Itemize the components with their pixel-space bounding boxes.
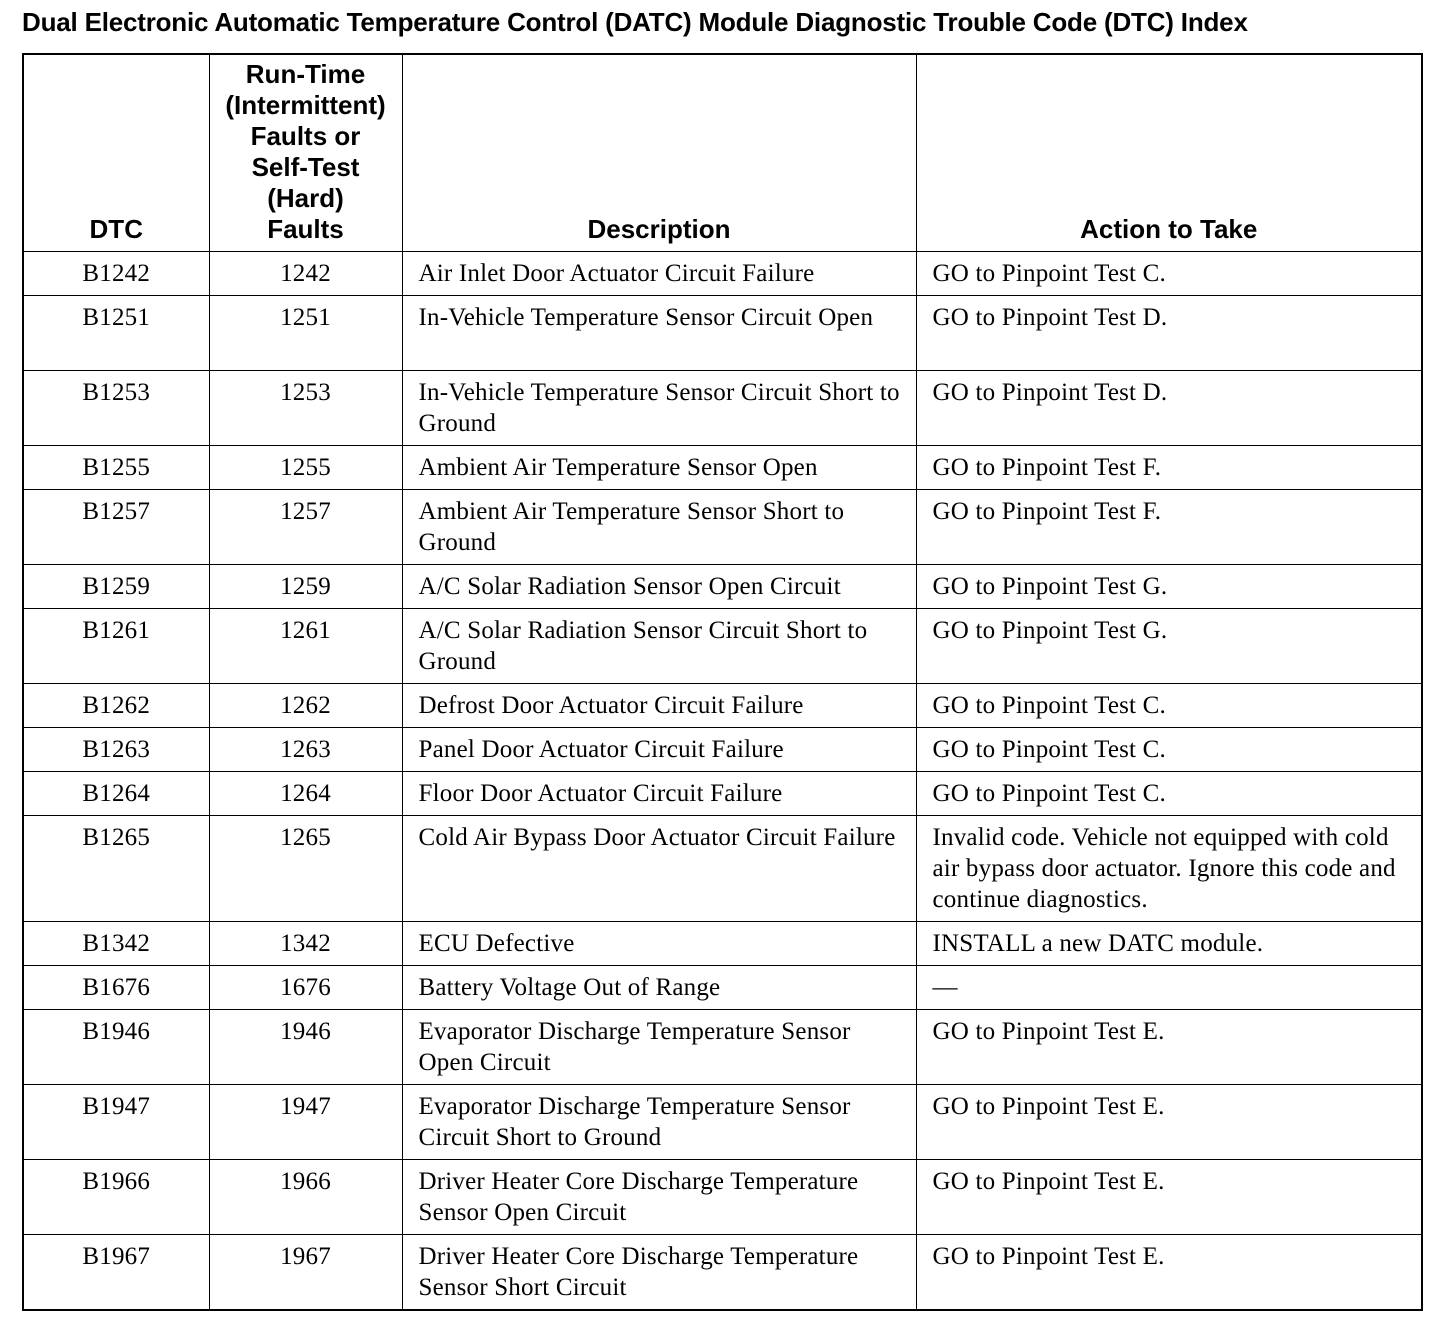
- header-action: Action to Take: [916, 54, 1422, 252]
- dtc-cell: B1259: [23, 565, 209, 609]
- dtc-cell: B1966: [23, 1160, 209, 1235]
- fault-code-cell: 1257: [209, 490, 402, 565]
- dtc-cell: B1257: [23, 490, 209, 565]
- dtc-cell: B1342: [23, 922, 209, 966]
- description-cell: A/C Solar Radiation Sensor Open Circuit: [402, 565, 916, 609]
- fault-code-cell: 1342: [209, 922, 402, 966]
- header-run-time: [209, 54, 402, 252]
- table-row: [23, 1235, 1422, 1311]
- table-row: [23, 1085, 1422, 1160]
- table-row: [23, 728, 1422, 772]
- dtc-cell: B1261: [23, 609, 209, 684]
- action-cell: GO to Pinpoint Test F.: [916, 490, 1422, 565]
- description-cell: Evaporator Discharge Temperature Sensor Circuit Short to Ground: [402, 1085, 916, 1160]
- table-row: [23, 772, 1422, 816]
- table-row: [23, 609, 1422, 684]
- action-cell: GO to Pinpoint Test F.: [916, 446, 1422, 490]
- dtc-cell: B1676: [23, 966, 209, 1010]
- table-row: [23, 490, 1422, 565]
- action-cell: GO to Pinpoint Test C.: [916, 684, 1422, 728]
- action-cell: GO to Pinpoint Test C.: [916, 728, 1422, 772]
- fault-code-cell: 1255: [209, 446, 402, 490]
- dtc-cell: B1967: [23, 1235, 209, 1311]
- description-cell: ECU Defective: [402, 922, 916, 966]
- dtc-cell: B1263: [23, 728, 209, 772]
- header-description: Description: [402, 54, 916, 252]
- action-cell: GO to Pinpoint Test D.: [916, 296, 1422, 371]
- header-run-time-line: Run-Time: [245, 59, 366, 89]
- table-row: [23, 684, 1422, 728]
- dtc-index-table: [22, 53, 1423, 1311]
- dtc-cell: B1251: [23, 296, 209, 371]
- description-cell: Driver Heater Core Discharge Temperature Sensor Open Circuit: [402, 1160, 916, 1235]
- dtc-cell: B1264: [23, 772, 209, 816]
- table-row: [23, 565, 1422, 609]
- description-cell: In-Vehicle Temperature Sensor Circuit Open: [402, 296, 916, 371]
- table-row: [23, 1010, 1422, 1085]
- fault-code-cell: 1676: [209, 966, 402, 1010]
- fault-code-cell: 1966: [209, 1160, 402, 1235]
- table-row: [23, 252, 1422, 296]
- table-row: [23, 922, 1422, 966]
- description-cell: In-Vehicle Temperature Sensor Circuit Short to Ground: [402, 371, 916, 446]
- page-title: Dual Electronic Automatic Temperature Control (DATC) Module Diagnostic Trouble Code (DTC) Index: [22, 7, 1248, 37]
- fault-code-cell: 1946: [209, 1010, 402, 1085]
- action-cell: GO to Pinpoint Test D.: [916, 371, 1422, 446]
- table-row: [23, 1160, 1422, 1235]
- description-cell: A/C Solar Radiation Sensor Circuit Short to Ground: [402, 609, 916, 684]
- action-cell: GO to Pinpoint Test E.: [916, 1235, 1422, 1311]
- dtc-cell: B1253: [23, 371, 209, 446]
- action-cell: GO to Pinpoint Test G.: [916, 609, 1422, 684]
- header-run-time-line: (Hard): [267, 183, 344, 213]
- fault-code-cell: 1264: [209, 772, 402, 816]
- header-run-time-line: (Intermittent): [225, 90, 386, 120]
- dtc-cell: B1947: [23, 1085, 209, 1160]
- dtc-cell: B1946: [23, 1010, 209, 1085]
- fault-code-cell: 1253: [209, 371, 402, 446]
- header-dtc: DTC: [23, 54, 209, 252]
- description-cell: Ambient Air Temperature Sensor Short to Ground: [402, 490, 916, 565]
- table-row: [23, 446, 1422, 490]
- fault-code-cell: 1261: [209, 609, 402, 684]
- fault-code-cell: 1251: [209, 296, 402, 371]
- action-cell: —: [916, 966, 1422, 1010]
- table-body: [23, 252, 1422, 1311]
- action-cell: Invalid code. Vehicle not equipped with cold air bypass door actuator. Ignore this code and continue diagnostics.: [916, 816, 1422, 922]
- description-cell: Air Inlet Door Actuator Circuit Failure: [402, 252, 916, 296]
- action-cell: GO to Pinpoint Test E.: [916, 1160, 1422, 1235]
- header-run-time-line: Faults: [267, 214, 344, 244]
- description-cell: Evaporator Discharge Temperature Sensor Open Circuit: [402, 1010, 916, 1085]
- fault-code-cell: 1263: [209, 728, 402, 772]
- description-cell: Defrost Door Actuator Circuit Failure: [402, 684, 916, 728]
- dtc-cell: B1242: [23, 252, 209, 296]
- description-cell: Driver Heater Core Discharge Temperature Sensor Short Circuit: [402, 1235, 916, 1311]
- table-header: [23, 54, 1422, 252]
- table-row: [23, 371, 1422, 446]
- dtc-cell: B1265: [23, 816, 209, 922]
- fault-code-cell: 1265: [209, 816, 402, 922]
- description-cell: Panel Door Actuator Circuit Failure: [402, 728, 916, 772]
- action-cell: GO to Pinpoint Test E.: [916, 1085, 1422, 1160]
- action-cell: GO to Pinpoint Test C.: [916, 772, 1422, 816]
- action-cell: GO to Pinpoint Test E.: [916, 1010, 1422, 1085]
- fault-code-cell: 1967: [209, 1235, 402, 1311]
- fault-code-cell: 1262: [209, 684, 402, 728]
- table-row: [23, 966, 1422, 1010]
- header-row: [23, 54, 1422, 252]
- dtc-cell: B1262: [23, 684, 209, 728]
- action-cell: GO to Pinpoint Test C.: [916, 252, 1422, 296]
- fault-code-cell: 1947: [209, 1085, 402, 1160]
- action-cell: GO to Pinpoint Test G.: [916, 565, 1422, 609]
- header-run-time-line: Self-Test: [251, 152, 360, 182]
- description-cell: Cold Air Bypass Door Actuator Circuit Failure: [402, 816, 916, 922]
- table-row: [23, 816, 1422, 922]
- description-cell: Floor Door Actuator Circuit Failure: [402, 772, 916, 816]
- description-cell: Battery Voltage Out of Range: [402, 966, 916, 1010]
- fault-code-cell: 1259: [209, 565, 402, 609]
- header-run-time-line: Faults or: [250, 121, 361, 151]
- fault-code-cell: 1242: [209, 252, 402, 296]
- dtc-cell: B1255: [23, 446, 209, 490]
- table-row: [23, 296, 1422, 371]
- description-cell: Ambient Air Temperature Sensor Open: [402, 446, 916, 490]
- action-cell: INSTALL a new DATC module.: [916, 922, 1422, 966]
